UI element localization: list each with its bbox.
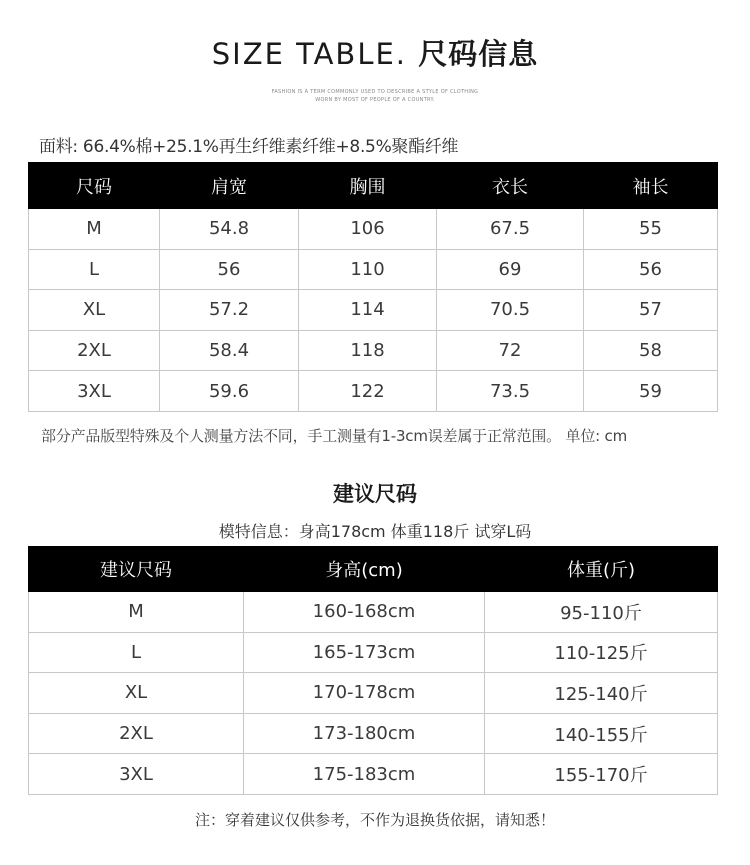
table-cell: L	[29, 632, 244, 673]
tagline	[0, 88, 750, 104]
table-cell: 170-178cm	[244, 673, 485, 714]
table-cell: 140-155斤	[485, 713, 718, 754]
tagline-line-1: FASHION IS A TERM COMMONLY USED TO DESCRIBE A STYLE OF CLOTHING	[271, 89, 479, 95]
table-cell: 2XL	[29, 713, 244, 754]
table-cell: 114	[299, 290, 437, 331]
table-cell: 175-183cm	[244, 754, 485, 795]
table-row	[29, 371, 718, 412]
table-cell: 59	[584, 371, 718, 412]
table-cell: 125-140斤	[485, 673, 718, 714]
table-row	[29, 209, 718, 250]
tagline-line-2: WORN BY MOST OF PEOPLE OF A COUNTRY.	[315, 97, 435, 103]
table-row	[29, 754, 718, 795]
table-cell: 58.4	[160, 330, 299, 371]
table-cell: 67.5	[437, 209, 584, 250]
table-row	[29, 632, 718, 673]
measurement-note: 部分产品版型特殊及个人测量方法不同，手工测量有1-3cm误差属于正常范围。 单位: cm	[41, 427, 628, 445]
table-cell: 73.5	[437, 371, 584, 412]
table-cell: 69	[437, 249, 584, 290]
recommend-table-header	[29, 547, 718, 592]
table-row	[29, 249, 718, 290]
table-cell: M	[29, 209, 160, 250]
header-size: 尺码	[29, 163, 160, 209]
table-cell: 56	[160, 249, 299, 290]
table-cell: 58	[584, 330, 718, 371]
page-title	[0, 32, 750, 73]
table-row	[29, 290, 718, 331]
header-recommended-size: 建议尺码	[29, 547, 244, 592]
header-length: 衣长	[437, 163, 584, 209]
table-cell: 95-110斤	[485, 592, 718, 633]
table-cell: 2XL	[29, 330, 160, 371]
table-row	[29, 592, 718, 633]
table-cell: 3XL	[29, 371, 160, 412]
table-cell: 56	[584, 249, 718, 290]
header-sleeve: 袖长	[584, 163, 718, 209]
table-cell: XL	[29, 290, 160, 331]
table-cell: 165-173cm	[244, 632, 485, 673]
footer-note: 注：穿着建议仅供参考，不作为退换货依据，请知悉！	[194, 811, 555, 829]
table-cell: 55	[584, 209, 718, 250]
table-row	[29, 330, 718, 371]
size-table	[28, 162, 718, 412]
table-cell: 57	[584, 290, 718, 331]
header-shoulder: 肩宽	[160, 163, 299, 209]
table-row	[29, 713, 718, 754]
table-cell: M	[29, 592, 244, 633]
fabric-composition: 面料: 66.4%棉+25.1%再生纤维素纤维+8.5%聚酯纤维	[39, 137, 459, 157]
table-cell: 110-125斤	[485, 632, 718, 673]
recommend-table	[28, 546, 718, 795]
table-cell: 155-170斤	[485, 754, 718, 795]
table-cell: 118	[299, 330, 437, 371]
title-english: SIZE TABLE.	[211, 37, 408, 71]
table-cell: 106	[299, 209, 437, 250]
table-cell: L	[29, 249, 160, 290]
table-cell: 173-180cm	[244, 713, 485, 754]
header-weight: 体重(斤)	[485, 547, 718, 592]
table-cell: XL	[29, 673, 244, 714]
recommend-title: 建议尺码	[333, 482, 417, 506]
table-cell: 122	[299, 371, 437, 412]
table-cell: 72	[437, 330, 584, 371]
table-cell: 70.5	[437, 290, 584, 331]
table-cell: 57.2	[160, 290, 299, 331]
table-cell: 59.6	[160, 371, 299, 412]
size-table-header	[29, 163, 718, 209]
table-row	[29, 673, 718, 714]
title-chinese: 尺码信息	[418, 37, 539, 71]
table-cell: 54.8	[160, 209, 299, 250]
model-info: 模特信息：身高178cm 体重118斤 试穿L码	[218, 522, 532, 541]
table-cell: 110	[299, 249, 437, 290]
table-cell: 3XL	[29, 754, 244, 795]
header-chest: 胸围	[299, 163, 437, 209]
header-height: 身高(cm)	[244, 547, 485, 592]
table-cell: 160-168cm	[244, 592, 485, 633]
